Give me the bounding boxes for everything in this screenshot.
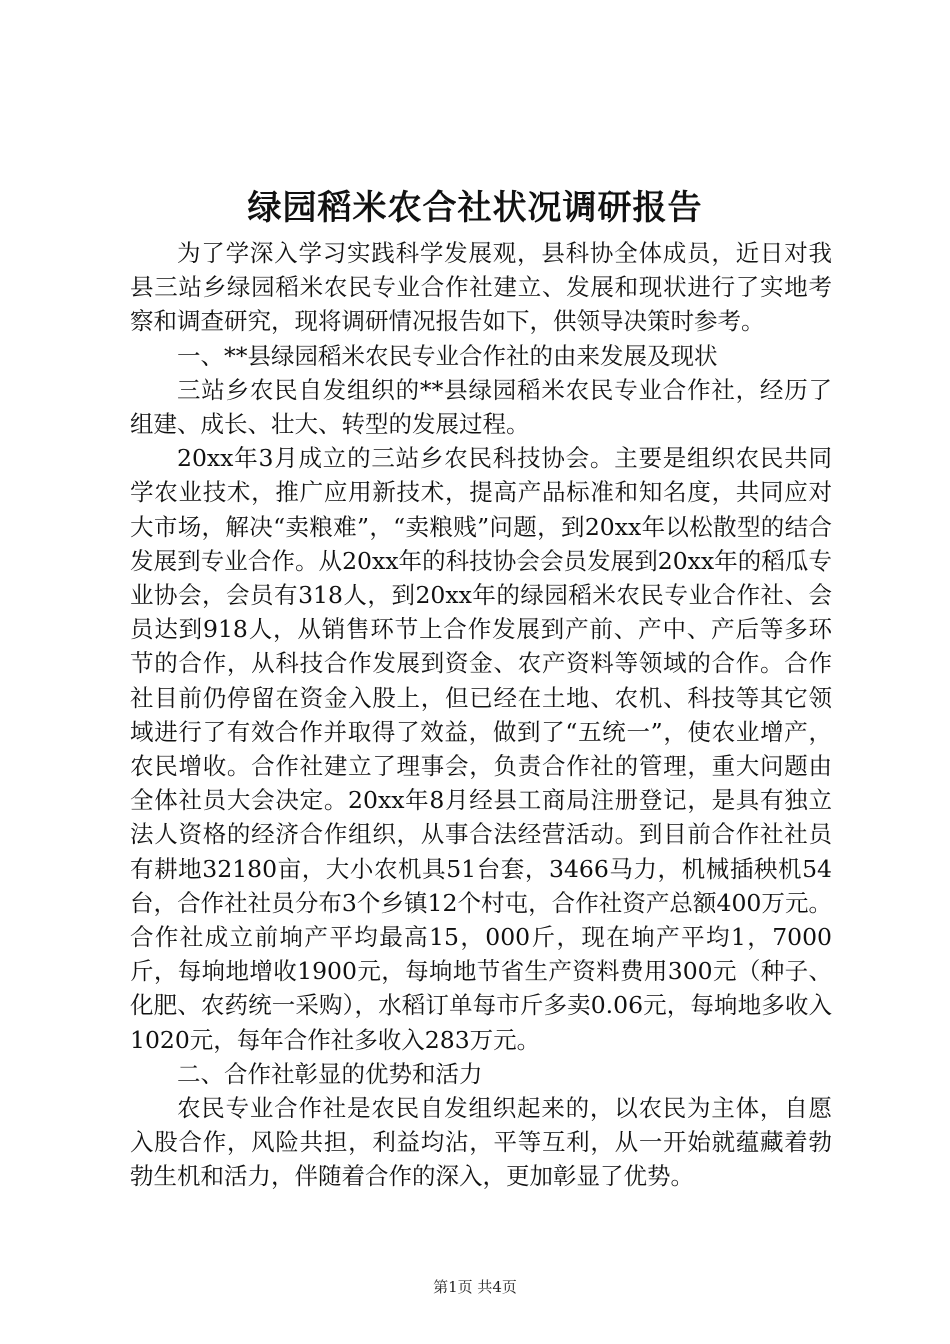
document-title: 绿园稻米农合社状况调研报告 — [247, 188, 703, 228]
section-heading-1: 一、**县绿园稻米农民专业合作社的由来发展及现状 — [177, 341, 718, 370]
intro-paragraph: 为了学深入学习实践科学发展观，县科协全体成员，近日对我县三站乡绿园稻米农民专业合作社建立、发展和现状进行了实地考察和调查研究，现将调研情况报告如下，供领导决策时参考。 — [130, 239, 832, 336]
section-heading-2: 二、合作社彰显的优势和活力 — [177, 1059, 483, 1088]
body-paragraph: 农民专业合作社是农民自发组织起来的，以农民为主体，自愿入股合作，风险共担，利益均沾，平等互利，从一开始就蕴藏着勃勃生机和活力，伴随着合作的深入，更加彰显了优势。 — [130, 1094, 832, 1191]
body-paragraph: 三站乡农民自发组织的**县绿园稻米农民专业合作社，经历了组建、成长、壮大、转型的发展过程。 — [130, 375, 832, 439]
page-footer — [0, 1277, 950, 1297]
document-body — [130, 236, 832, 1194]
page-indicator: 第1页 共4页 — [433, 1278, 517, 1296]
body-paragraph: 20xx年3月成立的三站乡农民科技协会。主要是组织农民共同学农业技术，推广应用新技术，提高产品标准和知名度，共同应对大市场，解决“卖粮难”，“卖粮贱”问题，到20xx年以松散型的结合发展到专业合作。从20xx年的科技协会会员发展到20xx年的稻瓜专业协会，会员有318人，到20xx年的绿园稻米农民专业合作社、会员达到918人，从销售环节上合作发展到产前、产中、产后等多环节的合作，从科技合作发展到资金、农产资料等领域的合作。合作社目前仍停留在资金入股上，但已经在土地、农机、科技等其它领域进行了有效合作并取得了效益，做到了“五统一”，使农业增产，农民增收。合作社建立了理事会，负责合作社的管理，重大问题由全体社员大会决定。20xx年8月经县工商局注册登记，是具有独立法人资格的经济合作组织，从事合法经营活动。到目前合作社社员有耕地32180亩，大小农机具51台套，3466马力，机械插秧机54台，合作社社员分布3个乡镇12个村屯，合作社资产总额400万元。合作社成立前垧产平均最高15，000斤，现在垧产平均1，7000斤，每垧地增收1900元，每垧地节省生产资料费用300元（种子、化肥、农药统一采购），水稻订单每市斤多卖0.06元，每垧地多收入1020元，每年合作社多收入283万元。 — [130, 444, 832, 1054]
